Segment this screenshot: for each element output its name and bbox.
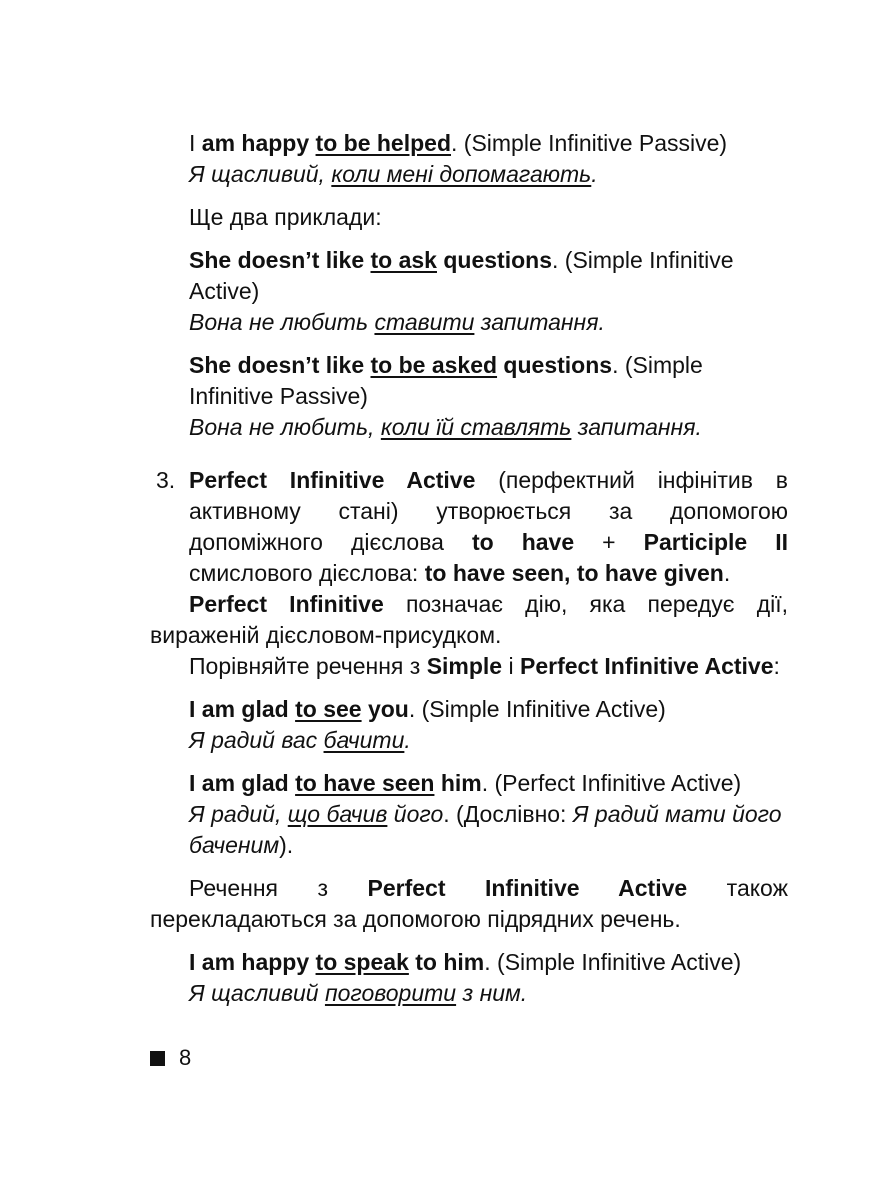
italic-text: Я радий мати його баченим xyxy=(189,801,782,858)
bold-text: Perfect Infinitive Active xyxy=(189,467,476,493)
text: I xyxy=(189,130,202,156)
example-ua xyxy=(189,799,788,861)
text: + xyxy=(574,529,644,555)
text: смислового дієслова: xyxy=(189,560,425,586)
text: запитання. xyxy=(474,309,605,335)
example-ua xyxy=(189,725,788,756)
text: : xyxy=(773,653,780,679)
example-en xyxy=(189,947,788,978)
bold-text: I am happy xyxy=(189,949,316,975)
underlined-bold-text: to ask xyxy=(370,247,437,273)
text: (перфектний інфінітив в активному стані) утворюється за допомогою допоміжного дієслова xyxy=(189,467,788,555)
paragraph-translation xyxy=(150,873,788,935)
paragraph-perfect-infinitive xyxy=(150,589,788,651)
page-body xyxy=(150,128,788,1009)
text: також перекладаються за допомогою підрядних речень. xyxy=(150,875,788,932)
underlined-bold-text: to be asked xyxy=(370,352,498,378)
square-marker-icon xyxy=(150,1051,165,1066)
text: Вона не любить xyxy=(189,309,375,335)
underlined-text: бачити xyxy=(323,727,405,753)
bold-text: you xyxy=(361,696,409,722)
text: . (Дослівно: xyxy=(443,801,573,827)
underlined-bold-text: to speak xyxy=(315,949,409,975)
example-ua xyxy=(189,159,788,190)
page-footer xyxy=(150,1045,191,1071)
text: Я радий вас xyxy=(189,727,324,753)
text: . xyxy=(404,727,411,753)
underlined-bold-text: to be helped xyxy=(315,130,451,156)
bold-text: Participle II xyxy=(643,529,789,555)
text: Ще два приклади: xyxy=(189,204,382,230)
bold-text: Perfect Infinitive Active xyxy=(367,875,688,901)
text: . xyxy=(591,161,598,187)
bold-text: am happy xyxy=(201,130,316,156)
example-en xyxy=(189,245,788,307)
bold-text: questions xyxy=(436,247,552,273)
example-ua xyxy=(189,412,788,443)
text: з ним. xyxy=(456,980,528,1006)
underlined-text: коли їй ставлять xyxy=(380,414,572,440)
example-3 xyxy=(150,350,788,443)
text: . (Simple Infinitive Active) xyxy=(189,247,734,304)
example-en xyxy=(189,694,788,725)
bold-text: to him xyxy=(408,949,485,975)
text: запитання. xyxy=(571,414,702,440)
example-ua xyxy=(189,307,788,338)
bold-text: questions xyxy=(497,352,613,378)
text: . xyxy=(723,560,731,586)
text: ). xyxy=(279,832,294,858)
bold-text: Perfect Infinitive Active xyxy=(520,653,774,679)
bold-text: him xyxy=(434,770,482,796)
text: . (Simple Infinitive Active) xyxy=(408,696,666,722)
text: і xyxy=(502,653,520,679)
paragraph-compare xyxy=(150,651,788,682)
bold-text: I am glad xyxy=(189,696,296,722)
example-ua xyxy=(189,978,788,1009)
example-1 xyxy=(150,128,788,190)
underlined-text: ставити xyxy=(374,309,475,335)
example-6 xyxy=(150,947,788,1009)
underlined-text: що бачив xyxy=(287,801,388,827)
text: Порівняйте речення з xyxy=(189,653,427,679)
example-4 xyxy=(150,694,788,756)
bold-text: I am glad xyxy=(189,770,296,796)
text: позначає дію, яка передує дії, вираженій дієсловом-присудком. xyxy=(150,591,789,648)
underlined-text: коли мені допомагають xyxy=(331,161,592,187)
text: Речення з xyxy=(189,875,368,901)
bold-text: She doesn’t like xyxy=(189,352,371,378)
bold-text: Simple xyxy=(426,653,503,679)
bold-text: Perfect Infinitive xyxy=(189,591,384,617)
text: Я щасливий xyxy=(189,980,325,1006)
italic-text: Я радий, xyxy=(189,801,288,827)
list-item-3 xyxy=(150,465,788,589)
example-en xyxy=(189,350,788,412)
underlined-bold-text: to have seen xyxy=(295,770,435,796)
two-more-examples xyxy=(150,202,788,233)
text: . (Simple Infinitive Passive) xyxy=(451,130,728,156)
bold-text: to have xyxy=(471,529,575,555)
bold-text: to have seen, to have given xyxy=(424,560,724,586)
text: Я щасливий, xyxy=(189,161,332,187)
italic-text: його xyxy=(387,801,444,827)
text: . (Perfect Infinitive Active) xyxy=(481,770,742,796)
page-number: 8 xyxy=(179,1045,192,1070)
bold-text: She doesn’t like xyxy=(189,247,371,273)
text: . (Simple Infinitive Passive) xyxy=(189,352,703,409)
text: Вона не любить, xyxy=(189,414,381,440)
example-2 xyxy=(150,245,788,338)
example-en xyxy=(189,768,788,799)
underlined-bold-text: to see xyxy=(295,696,362,722)
list-number: 3. xyxy=(156,467,176,493)
example-5 xyxy=(150,768,788,861)
text: . (Simple Infinitive Active) xyxy=(484,949,742,975)
underlined-text: поговорити xyxy=(324,980,457,1006)
example-en xyxy=(189,128,788,159)
